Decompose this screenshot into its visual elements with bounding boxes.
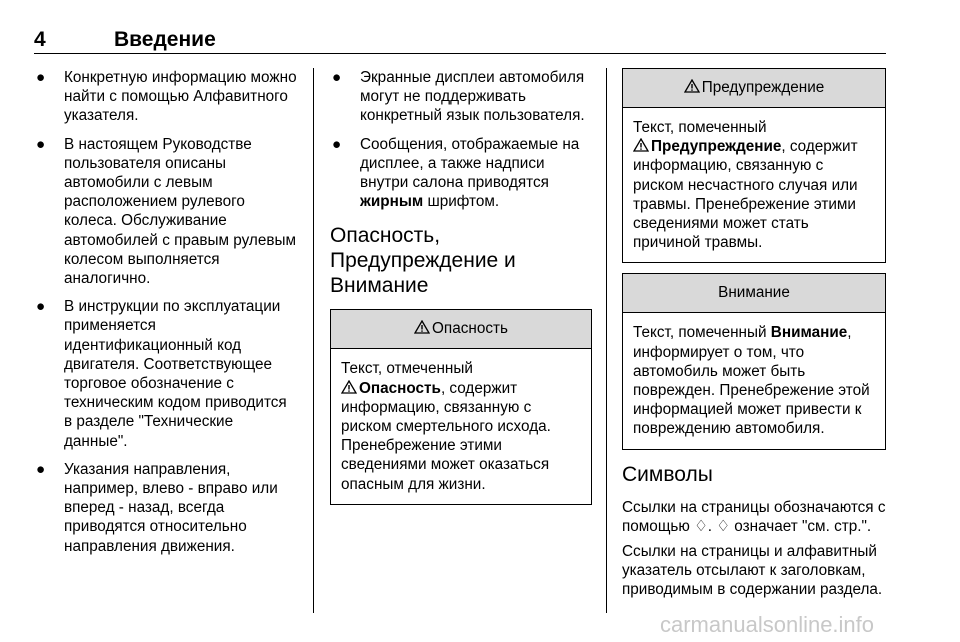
caution-box-header: Внимание [623, 274, 885, 313]
caution-box-body: Текст, помеченный Внимание, информирует о том, что автомобиль может быть поврежден. Пренебрежение этой информацией может привести к повреждению автомобиля. [633, 324, 870, 438]
list-item: ● В настоящем Руководстве пользователя описаны автомобили с левым расположением рулевого колеса. Обслуживание автомобилей с правым рулевым колесом выполняется аналогично. [36, 135, 297, 288]
symbols-paragraph: Ссылки на страницы обозначаются с помощью ♢. ♢ означает "см. стр.". [622, 498, 886, 535]
list-item: ● Экранные дисплеи автомобиля могут не поддерживать конкретный язык пользователя. [332, 69, 585, 125]
warning-box-header: Предупреждение [623, 69, 885, 108]
list-item: ● Конкретную информацию можно найти с помощью Алфавитного указателя. [36, 69, 297, 125]
danger-box-body: Текст, отмеченный Опасность, содержит информацию, связанную с риском смертельного исхода. Пренебрежение этими сведениями может оказаться опасным для жизни. [341, 360, 551, 493]
list-item: ● Сообщения, отображаемые на дисплее, а также надписи внутри салона приводятся жирным шрифтом. [332, 135, 580, 211]
warning-triangle-icon [633, 138, 649, 152]
section-heading: Опасность, Предупреждение и Внимание [330, 224, 516, 298]
danger-box [330, 309, 592, 504]
list-item: ● Указания направления, например, влево - вправо или вперед - назад, всегда приводятся относительно направления движения. [36, 460, 278, 555]
page-header [34, 28, 886, 52]
section-title: Введение [114, 28, 216, 51]
column-divider [606, 68, 607, 613]
column-1 [34, 68, 299, 565]
warning-box [622, 68, 886, 263]
column-divider [313, 68, 314, 613]
warning-triangle-icon [414, 320, 430, 334]
page-number: 4 [34, 28, 46, 51]
warning-box-body: Текст, помеченный Предупреждение, содержит информацию, связанную с риском несчастного случая или травмы. Пренебрежение этими сведениями может стать причиной травмы. [633, 119, 858, 252]
caution-box [622, 273, 886, 449]
warning-triangle-icon [684, 79, 700, 93]
warning-triangle-icon [341, 380, 357, 394]
column-3 [622, 68, 886, 600]
symbols-heading: Символы [622, 462, 713, 486]
symbols-paragraph: Ссылки на страницы и алфавитный указатель отсылают к заголовкам, приводимым в содержании раздела. [622, 543, 883, 599]
column-2 [330, 68, 592, 515]
watermark: carmanualsonline.info [660, 612, 875, 637]
danger-box-header: Опасность [331, 310, 591, 349]
header-rule [34, 53, 886, 54]
list-item: ● В инструкции по эксплуатации применяется идентификационный код двигателя. Соответствующее торговое обозначение с техническим кодом приводится в разделе "Технические данные". [36, 298, 287, 450]
